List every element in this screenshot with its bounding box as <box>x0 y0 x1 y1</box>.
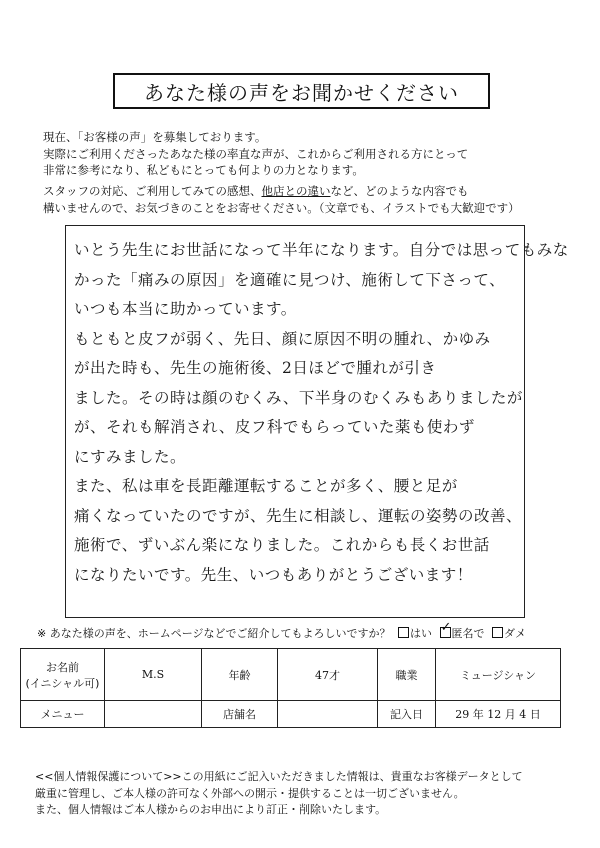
handwritten-comment <box>74 236 569 590</box>
check-mark-icon: ✓ <box>440 620 452 635</box>
name-field[interactable]: M.S <box>105 649 202 701</box>
intro-line-4-c: など、どのような内容でも <box>330 184 469 198</box>
handwritten-line: 施術で、ずいぶん楽になりました。これからも長くお世話 <box>74 536 490 554</box>
handwritten-line: もともと皮フが弱く、先日、顔に原因不明の腫れ、かゆみ <box>74 329 491 348</box>
date-field[interactable]: 29 年 12 月 4 日 <box>436 701 561 728</box>
consent-question <box>37 620 597 641</box>
consent-question-text: ※ あなた様の声を、ホームページなどでご紹介してもよろしいですか？ <box>37 627 391 640</box>
handwritten-line: また、私は車を長距離運転することが多く、腰と足が <box>74 477 458 495</box>
menu-field[interactable] <box>105 701 202 728</box>
handwritten-line: かった「痛みの原因」を適確に見つけ、施術して下さって、 <box>74 270 506 289</box>
handwritten-line: 痛くなっていたのですが、先生に相談し、運転の姿勢の改善、 <box>74 506 523 525</box>
name-label-main: お名前 <box>46 660 79 674</box>
table-row <box>21 649 561 701</box>
consent-yes-label: はい <box>410 627 432 640</box>
table-row <box>21 701 561 728</box>
store-field[interactable] <box>278 701 378 728</box>
handwritten-line: ました。その時は顔のむくみ、下半身のむくみもありましたが <box>74 388 523 407</box>
name-label <box>21 649 105 701</box>
intro-line-4-underlined: 他店との違い <box>261 184 331 198</box>
privacy-notice <box>35 769 595 819</box>
consent-anonymous-label: 匿名で <box>451 627 485 640</box>
job-field[interactable]: ミュージシャン <box>436 649 561 701</box>
name-label-sub: (イニシャル可) <box>25 676 100 690</box>
handwritten-line: いつも本当に助かっています。 <box>74 300 297 318</box>
consent-anonymous-checkbox[interactable] <box>440 620 452 638</box>
privacy-line-2: 厳重に管理し、ご本人様の許可なく外部への開示・提供することは一切ございません。 <box>35 786 465 800</box>
consent-yes-checkbox[interactable] <box>398 627 409 638</box>
intro-line-4-a: スタッフの対応、ご利用してみての感想、 <box>43 184 262 198</box>
consent-no-label: ダメ <box>504 627 526 640</box>
privacy-line-1: <<個人情報保護について>>この用紙にご記入いただきました情報は、貴重なお客様データとして <box>35 770 523 783</box>
intro-line-3: 非常に参考になり、私どもにとっても何よりの力となります。 <box>43 163 364 177</box>
consent-no-checkbox[interactable] <box>492 627 503 638</box>
handwritten-line: が出た時も、先生の施術後、2日ほどで腫れが引き <box>74 359 437 377</box>
privacy-line-3: また、個人情報はご本人様からのお申出により訂正・削除いたします。 <box>35 803 387 816</box>
customer-info-table <box>20 648 561 728</box>
intro-line-2: 実際にご利用くださったあなた様の率直な声が、これからご利用される方にとって <box>43 146 469 161</box>
handwritten-line: にすみました。 <box>74 447 187 466</box>
intro-line-5: 構いませんので、お気づきのことをお寄せください。（文章でも、イラストでも大歓迎です） <box>43 200 520 215</box>
age-field[interactable]: 47才 <box>278 649 378 701</box>
intro-text-block <box>43 129 573 179</box>
intro-request-block <box>43 183 573 216</box>
job-label: 職業 <box>378 649 436 701</box>
handwritten-line: が、それも解消され、皮フ科でもらっていた薬も使わず <box>74 418 475 436</box>
age-label: 年齢 <box>202 649 278 701</box>
date-label: 記入日 <box>378 701 436 728</box>
store-label: 店舗名 <box>202 701 278 728</box>
intro-line-4 <box>43 183 573 200</box>
handwritten-line: になりたいです。先生、いつもありがとうございます！ <box>74 565 473 584</box>
form-title: あなた様の声をお聞かせください <box>113 73 490 109</box>
menu-label: メニュー <box>21 701 105 728</box>
handwritten-line: いとう先生にお世話になって半年になります。自分では思ってもみな <box>74 241 569 259</box>
intro-line-1: 現在、「お客様の声」を募集しております。 <box>43 130 267 144</box>
